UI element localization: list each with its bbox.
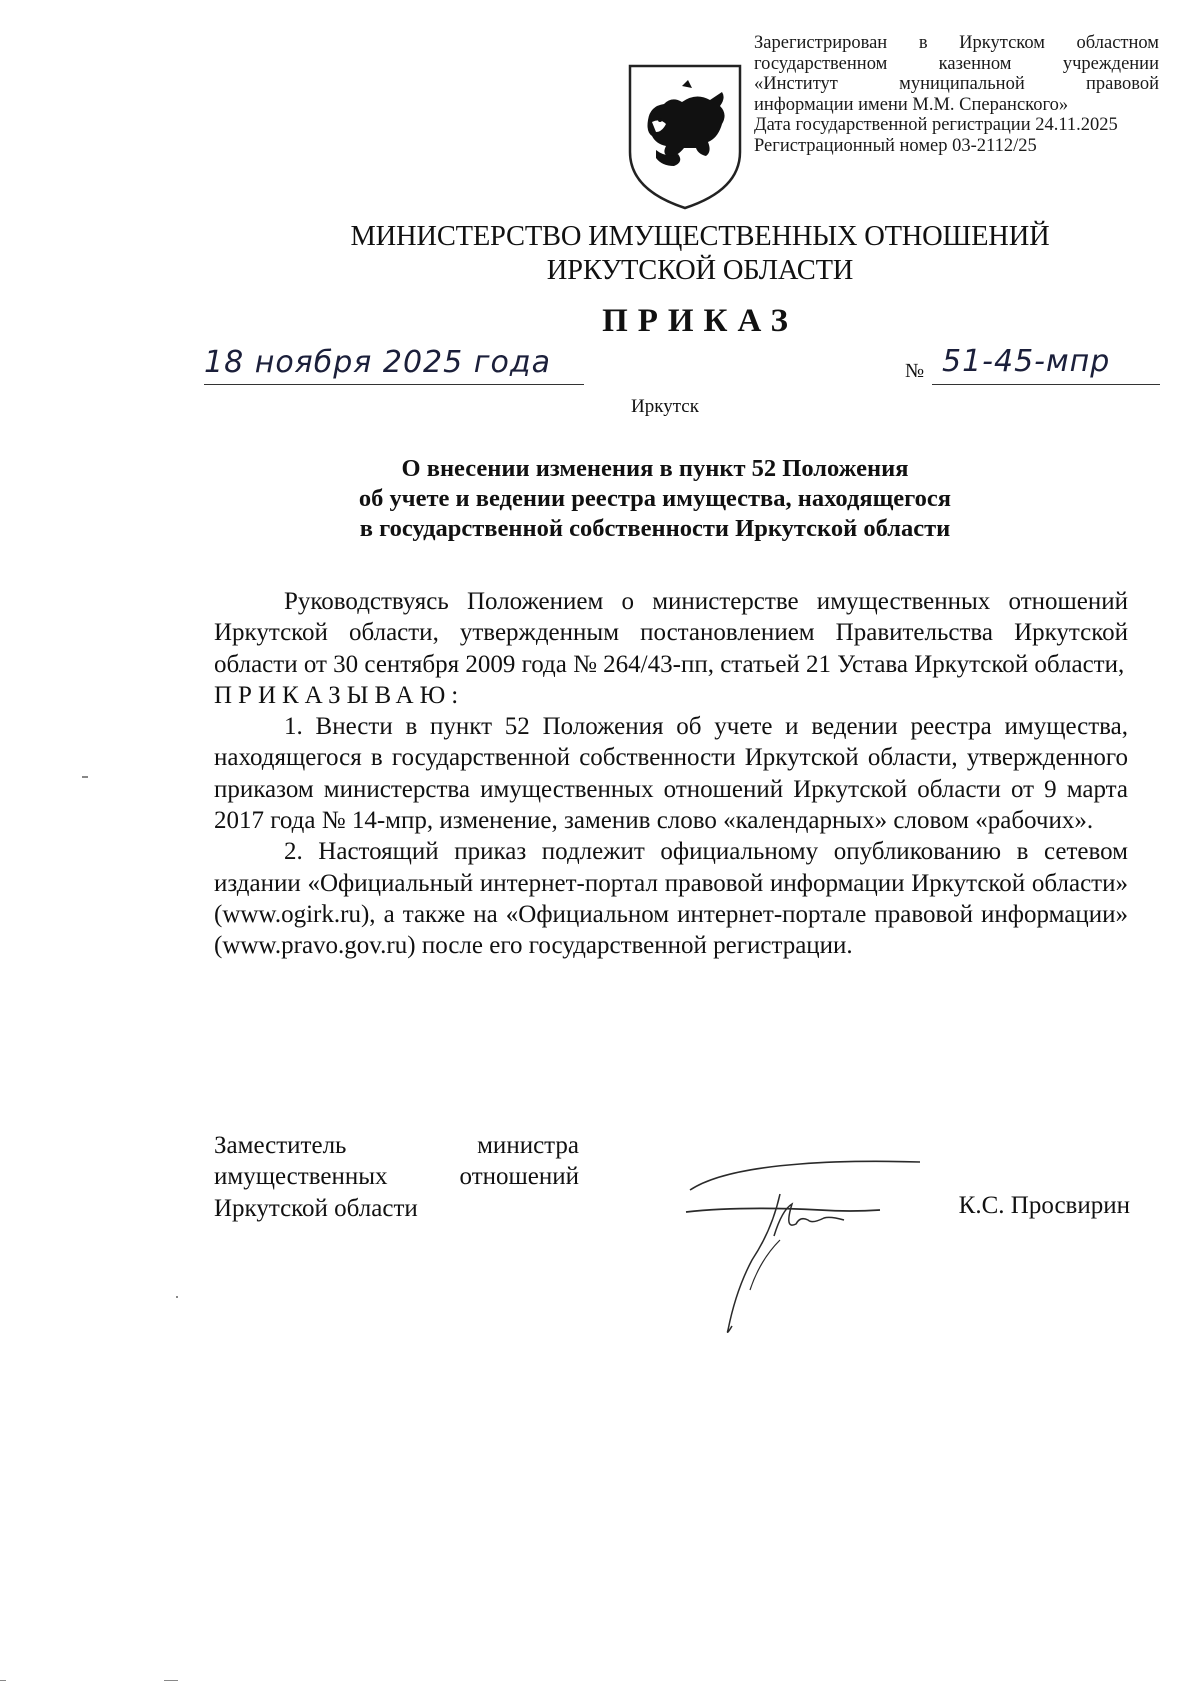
registration-line: «Институт муниципальной правовой	[754, 74, 1159, 94]
ministry-heading	[270, 220, 1130, 288]
number-underline	[932, 384, 1160, 385]
ministry-line-1: МИНИСТЕРСТВО ИМУЩЕСТВЕННЫХ ОТНОШЕНИЙ	[350, 221, 1050, 252]
order-item-1: 1. Внести в пункт 52 Положения об учете и ведении реестра имущества, находящегося в государственной собственности Иркутской области, утвержденного приказом министерства имущественных отношений Иркутской области от 9 марта 2017 года № 14-мпр, изменение, заменив слово «календарных» словом «рабочих».	[214, 713, 1128, 835]
document-type-title: ПРИКАЗ	[602, 303, 798, 339]
registration-stamp	[754, 33, 1159, 156]
registration-number: Регистрационный номер 03-2112/25	[754, 135, 1037, 156]
city-name: Иркутск	[631, 396, 699, 417]
registration-line: Зарегистрирован в Иркутском областном	[754, 33, 1159, 53]
signatory-name: К.С. Просвирин	[958, 1192, 1130, 1219]
signatory-title-line-2: имущественных отношений	[214, 1163, 579, 1191]
scan-speck	[164, 1680, 178, 1681]
handwritten-date: 18 ноября 2025 года	[204, 345, 551, 380]
registration-line: государственном казенном учреждении	[754, 53, 1159, 74]
date-underline	[204, 384, 584, 385]
preamble-paragraph: Руководствуясь Положением о министерстве имущественных отношений Иркутской области, утвержденным постановлением Правительства Иркутской области от 30 сентября 2009 года № 264/43-пп, статьей 21 Устава Иркутской области,	[214, 588, 1128, 678]
number-sign: №	[905, 360, 925, 382]
signatory-title-line-1: Заместитель министра	[214, 1132, 579, 1159]
registration-date: Дата государственной регистрации 24.11.2025	[754, 115, 1118, 135]
subject-line-3: в государственной собственности Иркутской области	[359, 515, 951, 542]
subject-line-1: О внесении изменения в пункт 52 Положения	[401, 455, 909, 482]
order-body	[214, 586, 1128, 962]
coat-of-arms-emblem	[626, 62, 744, 212]
order-item-2: 2. Настоящий приказ подлежит официальному опубликованию в сетевом издании «Официальный интернет-портал правовой информации Иркутской области» (www.ogirk.ru), а также на «Официальном интернет-портале правовой информации» (www.pravo.gov.ru) после его государственной регистрации.	[214, 838, 1128, 960]
handwritten-signature	[680, 1140, 940, 1335]
scan-speck	[82, 776, 88, 778]
order-subject	[230, 454, 1080, 544]
signatory-title	[214, 1130, 579, 1224]
scan-speck	[0, 1680, 6, 1681]
signatory-title-line-3: Иркутской области	[214, 1194, 418, 1222]
order-word: ПРИКАЗЫВАЮ:	[214, 681, 465, 709]
ministry-line-2: ИРКУТСКОЙ ОБЛАСТИ	[546, 255, 854, 286]
handwritten-number: 51-45-мпр	[942, 344, 1111, 379]
subject-line-2: об учете и ведении реестра имущества, находящегося	[358, 485, 952, 512]
scan-speck	[176, 1296, 178, 1298]
registration-line: информации имени М.М. Сперанского»	[754, 94, 1069, 115]
